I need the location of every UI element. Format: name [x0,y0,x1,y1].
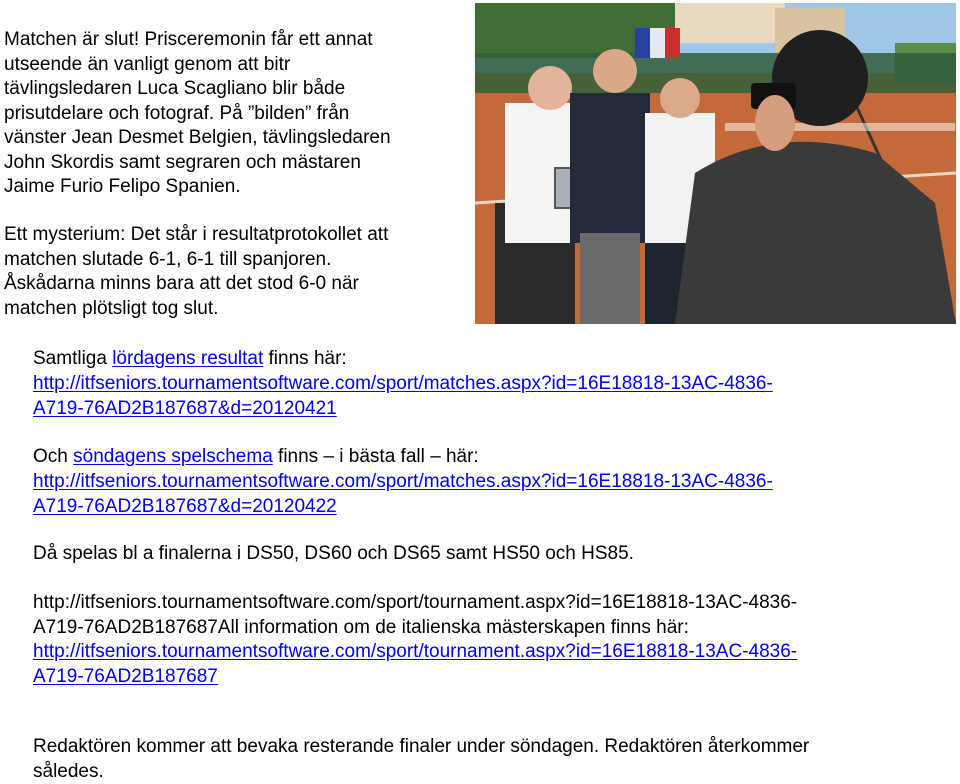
mystery-line: matchen slutade 6-1, 6-1 till spanjoren. [4,248,388,273]
intro-line: utseende än vanligt genom att bitr [4,53,391,78]
mystery-paragraph [4,223,388,321]
tournament-info [33,591,797,689]
saturday-url[interactable] [33,372,773,421]
saturday-results-line [33,347,347,372]
mystery-line: Åskådarna minns bara att det stod 6-0 när [4,272,388,297]
saturday-text-before: Samtliga [33,348,112,369]
sunday-schedule-link[interactable]: söndagens spelschema [73,446,273,467]
saturday-text-after: finns här: [263,348,346,369]
editor-line: således. [33,760,809,784]
intro-line: prisutdelare och fotograf. På ”bilden” från [4,102,391,127]
sunday-text-before: Och [33,446,73,467]
sunday-url[interactable] [33,470,773,519]
sunday-url-link[interactable]: http://itfseniors.tournamentsoftware.com/sport/matches.aspx?id=16E18818-13AC-4836- [33,470,773,495]
finals-text: Då spelas bl a finalerna i DS50, DS60 och DS65 samt HS50 och HS85. [33,542,634,567]
intro-line: tävlingsledaren Luca Scagliano blir både [4,77,391,102]
editor-line: Redaktören kommer att bevaka resterande finaler under söndagen. Redaktören återkommer [33,735,809,760]
sunday-text-after: finns – i bästa fall – här: [273,446,479,467]
intro-line: Jaime Furio Felipo Spanien. [4,175,391,200]
sunday-schedule-line [33,445,479,470]
prize-ceremony-photo [475,3,956,324]
intro-line: vänster Jean Desmet Belgien, tävlingsledaren [4,126,391,151]
saturday-url-link[interactable]: A719-76AD2B187687&d=20120421 [33,397,773,422]
mystery-line: Ett mysterium: Det står i resultatprotokollet att [4,223,388,248]
sunday-url-link[interactable]: A719-76AD2B187687&d=20120422 [33,495,773,520]
saturday-results-link[interactable]: lördagens resultat [112,348,263,369]
intro-paragraph [4,28,391,200]
tournament-url-link[interactable]: http://itfseniors.tournamentsoftware.com/sport/tournament.aspx?id=16E18818-13AC-4836- [33,640,797,665]
tournament-plain-line: A719-76AD2B187687All information om de italienska mästerskapen finns här: [33,616,797,641]
intro-line: Matchen är slut! Prisceremonin får ett annat [4,28,391,53]
saturday-url-link[interactable]: http://itfseniors.tournamentsoftware.com/sport/matches.aspx?id=16E18818-13AC-4836- [33,372,773,397]
editor-paragraph [33,735,809,784]
intro-line: John Skordis samt segraren och mästaren [4,151,391,176]
tournament-url-link[interactable]: A719-76AD2B187687 [33,665,797,690]
mystery-line: matchen plötsligt tog slut. [4,297,388,322]
tournament-plain-line: http://itfseniors.tournamentsoftware.com/sport/tournament.aspx?id=16E18818-13AC-4836- [33,591,797,616]
